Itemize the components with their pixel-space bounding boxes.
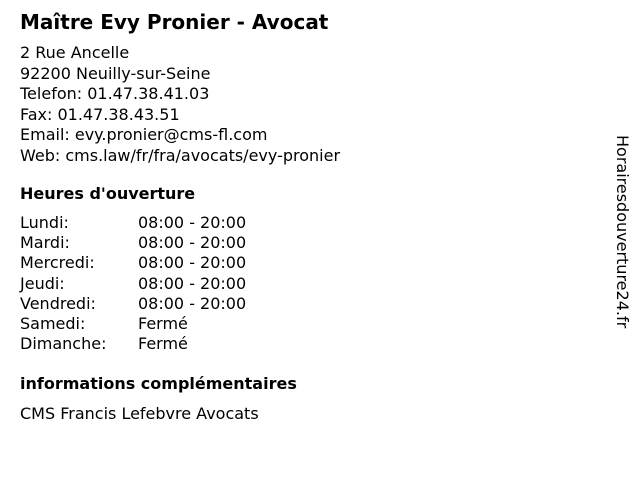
phone-number: Telefon: 01.47.38.41.03 <box>20 84 210 103</box>
street-address: 2 Rue Ancelle <box>20 43 130 62</box>
time-value: Fermé <box>138 334 188 354</box>
day-label: Jeudi: <box>20 273 65 293</box>
page-title: Maître Evy Pronier - Avocat <box>20 10 329 34</box>
time-value: Fermé <box>138 313 188 333</box>
additional-info-text: CMS Francis Lefebvre Avocats <box>20 404 259 423</box>
city-postal: 92200 Neuilly-sur-Seine <box>20 63 211 83</box>
time-value: 08:00 - 20:00 <box>138 213 247 232</box>
site-watermark: Horairesdouverture24.fr <box>613 135 632 329</box>
day-label: Vendredi: <box>20 293 96 313</box>
fax-number: Fax: 01.47.38.43.51 <box>20 104 180 124</box>
day-label: Mardi: <box>20 233 70 253</box>
day-label: Mercredi: <box>20 253 95 273</box>
day-label: Samedi: <box>20 313 86 333</box>
email-address: Email: evy.pronier@cms-fl.com <box>20 125 268 144</box>
day-label: Dimanche: <box>20 334 107 354</box>
time-value: 08:00 - 20:00 <box>138 273 247 293</box>
opening-hours-heading: Heures d'ouverture <box>20 184 196 203</box>
day-label: Lundi: <box>20 213 69 232</box>
time-value: 08:00 - 20:00 <box>138 253 247 273</box>
contact-block <box>20 43 340 166</box>
additional-info-heading: informations complémentaires <box>20 374 297 393</box>
website-url: Web: cms.law/fr/fra/avocats/evy-pronier <box>20 145 341 165</box>
time-value: 08:00 - 20:00 <box>138 233 247 253</box>
time-value: 08:00 - 20:00 <box>138 293 247 313</box>
